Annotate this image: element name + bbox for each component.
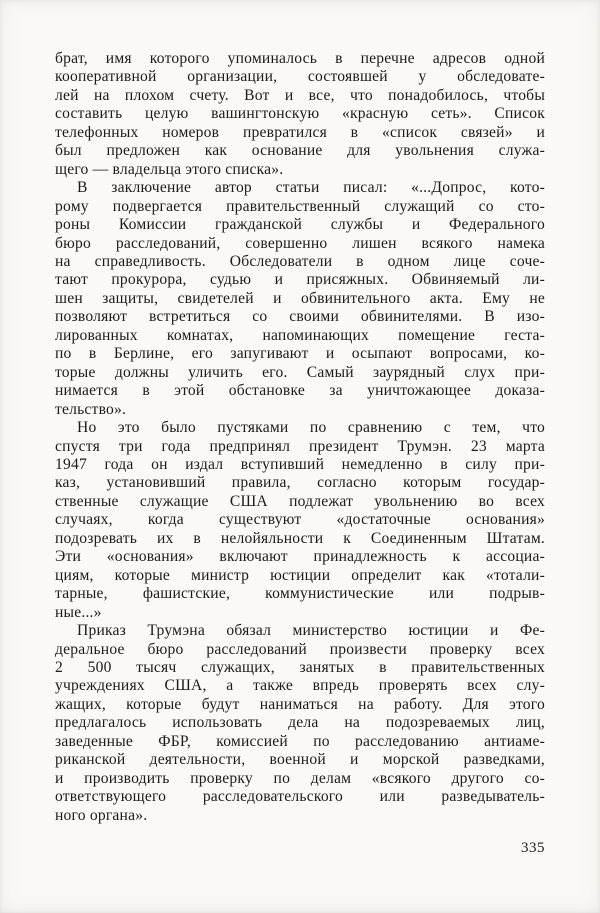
text-line: циям, которые министр юстиции определит как «тотали- bbox=[55, 566, 545, 584]
text-line: роны Комиссии гражданской службы и Федерального bbox=[55, 216, 545, 234]
text-line: 1947 года он издал вступивший немедленно в силу при- bbox=[55, 455, 545, 473]
text-line: рому подвергается правительственный служащий со сто- bbox=[55, 197, 545, 215]
text-line: ного органа». bbox=[55, 806, 148, 824]
text-line: тают прокурора, судью и присяжных. Обвиняемый ли- bbox=[55, 271, 545, 289]
text-line: ственные служащие США подлежат увольнению во всех bbox=[55, 492, 545, 510]
text-line: риканской деятельности, военной и морской разведками, bbox=[55, 751, 545, 769]
text-line: шен защиты, свидетелей и обвинительного акта. Ему не bbox=[55, 289, 545, 307]
text-line: был предложен как основание для увольнения служа- bbox=[55, 142, 545, 160]
text-line: на справедливость. Обследователи в одном лице соче- bbox=[55, 252, 545, 270]
text-line: учреждениях США, а также впредь проверять всех слу- bbox=[55, 677, 545, 695]
text-line: по в Берлине, его запугивают и осыпают вопросами, ко- bbox=[55, 345, 545, 363]
paragraph bbox=[55, 179, 545, 419]
text-line: лированных комнатах, напоминающих помещение геста- bbox=[55, 326, 545, 344]
text-line: жащих, которые будут наниматься на работу. Для этого bbox=[55, 695, 545, 713]
text-line: случаях, когда существуют «достаточные основания» bbox=[55, 511, 545, 529]
text-line: ответствующего расследовательского или разведыватель- bbox=[55, 788, 545, 806]
text-line: тельство». bbox=[55, 400, 127, 418]
text-line: нимается в этой обстановке за уничтожающее доказа- bbox=[55, 382, 545, 400]
text-line: составить целую вашингтонскую «красную сеть». Список bbox=[55, 105, 545, 123]
text-line: спустя три года предпринял президент Трумэн. 23 марта bbox=[55, 437, 545, 455]
text-line: кооперативной организации, состоявшей у обследовате- bbox=[55, 68, 545, 86]
text-line: В заключение автор статьи писал: «...Допрос, кото- bbox=[77, 179, 545, 197]
text-line: тарные, фашистские, коммунистические или подрыв- bbox=[55, 585, 545, 603]
text-line: каз, установивший правила, согласно которым государ- bbox=[55, 474, 545, 492]
paragraph bbox=[55, 622, 545, 825]
text-line: заведенные ФБР, комиссией по расследованию антиаме- bbox=[55, 732, 545, 750]
text-line: лей на плохом счету. Вот и все, что понадобилось, чтобы bbox=[55, 86, 545, 104]
text-line: щего — владельца этого списка». bbox=[55, 160, 284, 178]
paragraph bbox=[55, 50, 545, 179]
text-line: позволяют встретиться со своими обвинителями. В изо- bbox=[55, 308, 545, 326]
text-line: подозревать их в нелойяльности к Соединенным Штатам. bbox=[55, 529, 545, 547]
text-block bbox=[55, 50, 545, 825]
text-line: и производить проверку по делам «всякого другого со- bbox=[55, 769, 545, 787]
text-line: бюро расследований, совершенно лишен всякого намека bbox=[55, 234, 545, 252]
text-line: Приказ Трумэна обязал министерство юстиции и Фе- bbox=[77, 622, 545, 640]
text-line: 2 500 тысяч служащих, занятых в правительственных bbox=[55, 658, 545, 676]
text-line: торые должны уличить его. Самый заурядный слух при- bbox=[55, 363, 545, 381]
text-line: ные...» bbox=[55, 603, 102, 621]
paragraph bbox=[55, 419, 545, 622]
text-line: предлагалось использовать дела на подозреваемых лиц, bbox=[55, 714, 545, 732]
text-line: телефонных номеров превратился в «список связей» и bbox=[55, 123, 545, 141]
page-number: 335 bbox=[521, 840, 545, 856]
text-line: Но это было пустяками по сравнению с тем, что bbox=[77, 419, 545, 437]
text-line: брат, имя которого упоминалось в перечне адресов одной bbox=[55, 50, 545, 67]
text-line: деральное бюро расследований произвести проверку всех bbox=[55, 640, 545, 658]
text-line: Эти «основания» включают принадлежность к ассоциа- bbox=[55, 548, 545, 566]
